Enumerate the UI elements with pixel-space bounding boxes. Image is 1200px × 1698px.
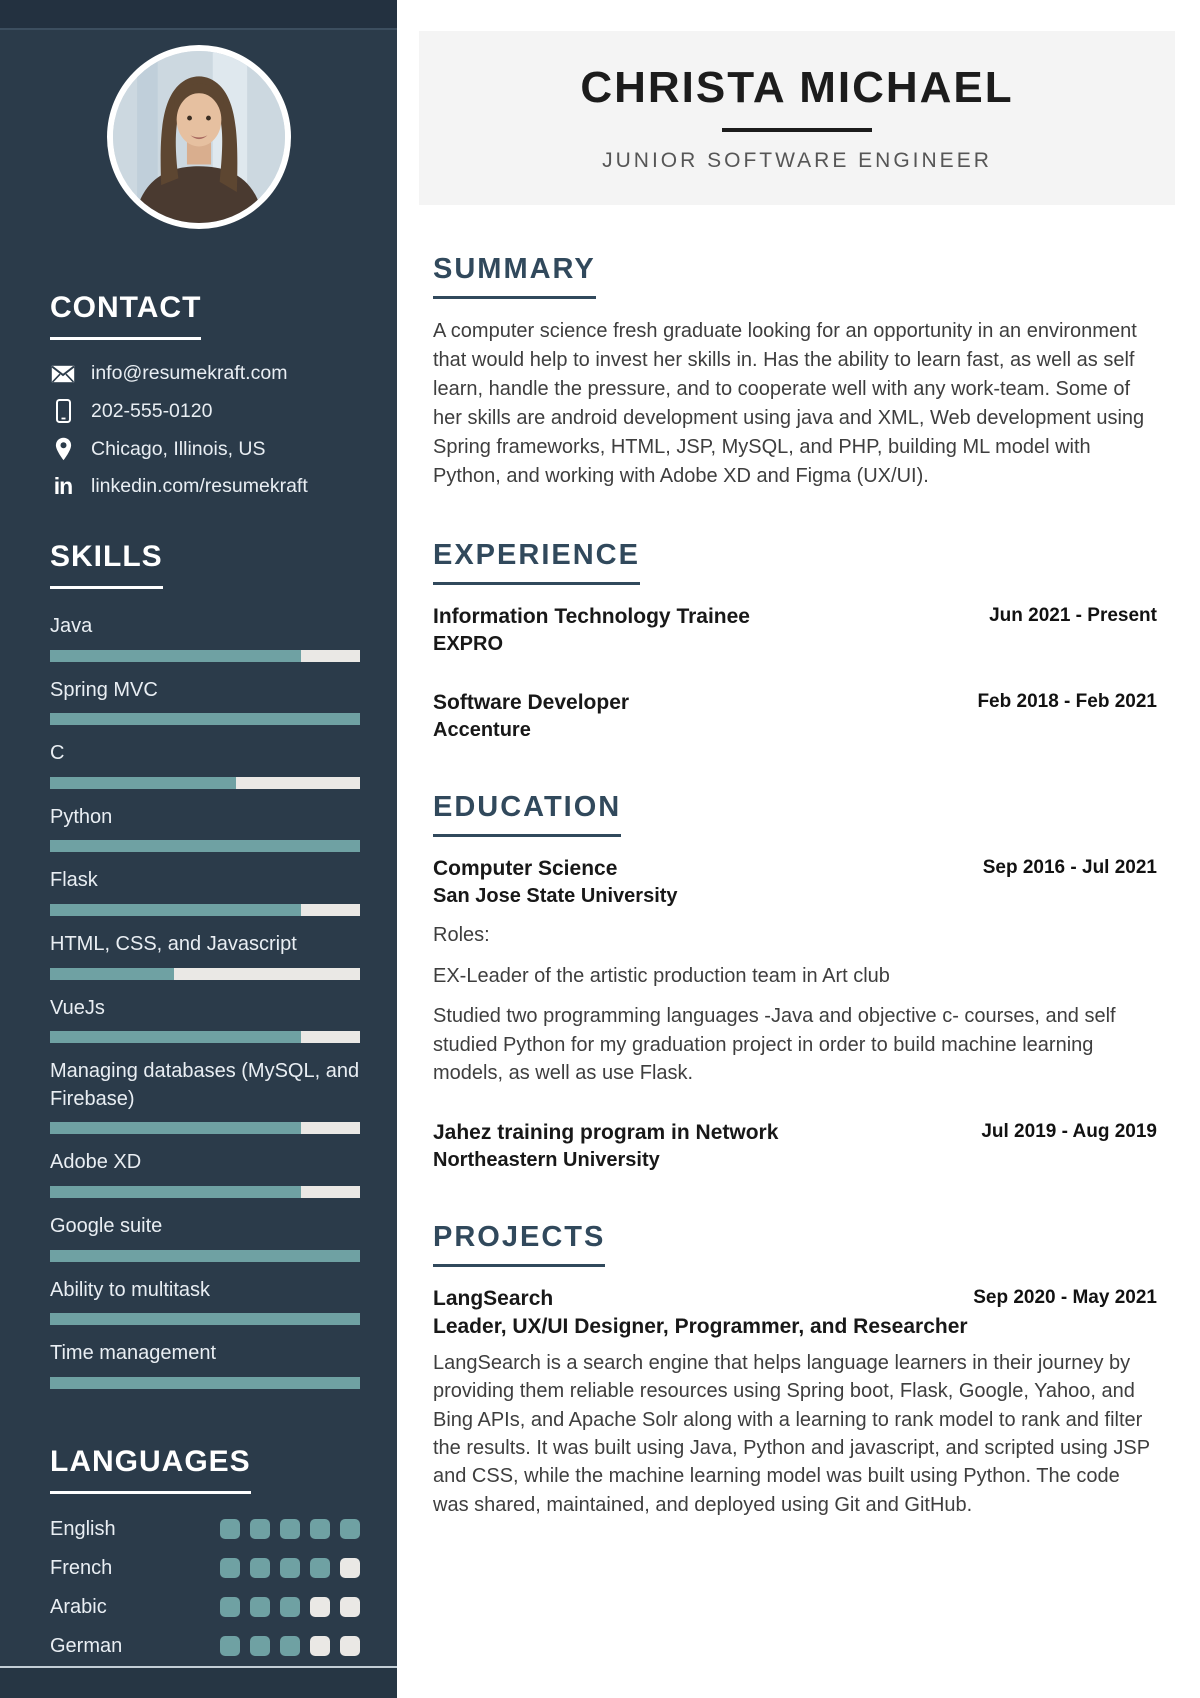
skill-label: C xyxy=(50,742,65,765)
skill-bar-fill xyxy=(50,1122,301,1134)
language-row xyxy=(50,1596,360,1619)
skill-item xyxy=(50,740,360,789)
education-heading: EDUCATION xyxy=(433,791,621,837)
projects-section xyxy=(433,1221,1157,1519)
language-level-dots xyxy=(220,1597,360,1617)
skill-item xyxy=(50,1277,360,1326)
contact-text: linkedin.com/resumekraft xyxy=(91,475,308,497)
education-section xyxy=(433,791,1157,1173)
language-label: French xyxy=(50,1556,113,1579)
sidebar-footer-band xyxy=(0,1666,397,1698)
skill-bar-fill xyxy=(50,713,360,725)
education-list xyxy=(433,855,1157,1173)
contact-item xyxy=(50,399,360,423)
level-dot xyxy=(310,1519,330,1539)
degree-title: Jahez training program in Network xyxy=(433,1121,779,1145)
level-dot xyxy=(220,1597,240,1617)
entry-titles xyxy=(433,855,678,909)
entry-organization: Accenture xyxy=(433,718,531,741)
skill-bar-fill xyxy=(50,1313,360,1325)
contact-section xyxy=(50,291,360,498)
location-icon xyxy=(50,437,76,461)
experience-list xyxy=(433,603,1157,743)
job-title: Software Developer xyxy=(433,691,630,715)
language-level-dots xyxy=(220,1636,360,1656)
language-label: Arabic xyxy=(50,1595,107,1618)
skill-bar-fill xyxy=(50,904,301,916)
degree-title: Computer Science xyxy=(433,857,618,881)
experience-heading: EXPERIENCE xyxy=(433,539,640,585)
skill-item xyxy=(50,867,360,916)
entry-dates: Sep 2016 - Jul 2021 xyxy=(982,857,1157,879)
entry-titles xyxy=(433,603,750,657)
entry-header-row xyxy=(433,1119,1157,1173)
entry-header-row xyxy=(433,1285,1157,1340)
skill-item xyxy=(50,931,360,980)
skill-item xyxy=(50,995,360,1044)
project-title: LangSearch xyxy=(433,1287,554,1311)
language-level-dots xyxy=(220,1519,360,1539)
skill-item xyxy=(50,804,360,853)
skill-bar-track xyxy=(50,1122,360,1134)
entry-dates: Feb 2018 - Feb 2021 xyxy=(977,691,1157,713)
skill-bar-fill xyxy=(50,650,301,662)
education-entry xyxy=(433,855,1157,1087)
name-divider xyxy=(722,128,872,132)
projects-heading: PROJECTS xyxy=(433,1221,605,1267)
sidebar-top-band xyxy=(0,0,397,30)
level-dot xyxy=(340,1636,360,1656)
entry-dates: Jun 2021 - Present xyxy=(989,605,1157,626)
contact-text: 202-555-0120 xyxy=(91,399,213,422)
contact-item xyxy=(50,475,360,498)
project-list xyxy=(433,1285,1157,1519)
header-box xyxy=(419,31,1175,205)
profile-photo-frame xyxy=(107,45,291,229)
language-row xyxy=(50,1635,360,1658)
skill-bar-track xyxy=(50,904,360,916)
person-name: CHRISTA MICHAEL xyxy=(580,63,1014,112)
skill-list xyxy=(50,613,360,1389)
skill-bar-track xyxy=(50,650,360,662)
project-role: Leader, UX/UI Designer, Programmer, and Researcher xyxy=(433,1315,968,1339)
phone-icon xyxy=(50,399,76,423)
skill-item xyxy=(50,677,360,726)
level-dot xyxy=(310,1558,330,1578)
level-dot xyxy=(340,1597,360,1617)
language-label: English xyxy=(50,1517,116,1540)
summary-heading: SUMMARY xyxy=(433,253,596,299)
level-dot xyxy=(280,1597,300,1617)
languages-section xyxy=(50,1445,360,1658)
entry-dates: Sep 2020 - May 2021 xyxy=(973,1287,1157,1309)
entry-organization: San Jose State University xyxy=(433,884,678,907)
project-entry xyxy=(433,1285,1157,1519)
skill-bar-track xyxy=(50,1313,360,1325)
skill-bar-track xyxy=(50,1250,360,1262)
skill-item xyxy=(50,1213,360,1262)
skill-label: Python xyxy=(50,805,113,828)
summary-section xyxy=(433,253,1157,491)
skill-label: Java xyxy=(50,615,93,637)
education-detail: Studied two programming languages -Java and objective c- courses, and self studied Python for my graduation project in order to build machine learning models, as well as use Flask. xyxy=(433,1005,1116,1084)
skill-label: Managing databases (MySQL, and Firebase) xyxy=(50,1060,360,1110)
skill-bar-track xyxy=(50,713,360,725)
skill-label: Time management xyxy=(50,1342,216,1365)
skill-bar-fill xyxy=(50,1031,301,1043)
entry-header-row xyxy=(433,603,1157,657)
entry-header-row xyxy=(433,855,1157,909)
entry-organization: Northeastern University xyxy=(433,1149,660,1171)
skill-bar-track xyxy=(50,840,360,852)
linkedin-icon: in xyxy=(53,473,73,499)
skill-bar-fill xyxy=(50,1250,360,1262)
contact-item xyxy=(50,362,360,385)
experience-section xyxy=(433,539,1157,743)
sidebar xyxy=(0,0,397,1698)
entry-dates: Jul 2019 - Aug 2019 xyxy=(981,1121,1157,1143)
profile-photo-placeholder xyxy=(113,51,285,223)
contact-text: Chicago, Illinois, US xyxy=(91,437,266,460)
level-dot xyxy=(280,1558,300,1578)
level-dot xyxy=(250,1519,270,1539)
skill-label: Spring MVC xyxy=(50,678,158,701)
education-entry xyxy=(433,1119,1157,1173)
entry-titles xyxy=(433,689,629,743)
level-dot xyxy=(340,1519,360,1539)
skill-label: HTML, CSS, and Javascript xyxy=(50,932,297,955)
level-dot xyxy=(340,1558,360,1578)
language-level-dots xyxy=(220,1558,360,1578)
skill-bar-track xyxy=(50,1031,360,1043)
skill-item xyxy=(50,1058,360,1134)
skills-section xyxy=(50,540,360,1389)
language-list xyxy=(50,1518,360,1658)
level-dot xyxy=(220,1519,240,1539)
job-title: Information Technology Trainee xyxy=(433,605,750,628)
level-dot xyxy=(250,1558,270,1578)
level-dot xyxy=(220,1636,240,1656)
skill-bar-track xyxy=(50,1186,360,1198)
skill-bar-track xyxy=(50,777,360,789)
contact-list xyxy=(50,362,360,498)
level-dot xyxy=(280,1636,300,1656)
languages-heading: LANGUAGES xyxy=(50,1445,251,1494)
skill-item xyxy=(50,1340,360,1389)
skill-item xyxy=(50,1149,360,1198)
level-dot xyxy=(310,1597,330,1617)
level-dot xyxy=(220,1558,240,1578)
contact-item xyxy=(50,437,360,461)
skill-item xyxy=(50,613,360,662)
profile-photo xyxy=(113,51,285,223)
education-detail: Roles: xyxy=(433,924,490,947)
skill-bar-fill xyxy=(50,840,360,852)
language-label: German xyxy=(50,1634,123,1657)
level-dot xyxy=(280,1519,300,1539)
skill-bar-fill xyxy=(50,968,174,980)
entry-titles xyxy=(433,1285,968,1340)
language-row xyxy=(50,1557,360,1580)
skill-label: VueJs xyxy=(50,996,105,1019)
skill-label: Flask xyxy=(50,869,98,892)
education-detail: EX-Leader of the artistic production team in Art club xyxy=(433,964,890,987)
skills-heading: SKILLS xyxy=(50,540,163,589)
level-dot xyxy=(310,1636,330,1656)
skill-bar-fill xyxy=(50,1377,360,1389)
project-description: LangSearch is a search engine that helps language learners in their journey by providing them reliable resources using Spring boot, Flask, Google, Yahoo, and Bing APIs, and Apache Solr along with a learning to rank model to rank and filter the results. It was built using Java, Python and javascript, and scripted using JSP and CSS, while the machine learning model was built using Python. The code was shared, maintained, and deployed using Git and GitHub. xyxy=(433,1351,1150,1516)
entry-titles xyxy=(433,1119,778,1173)
language-row xyxy=(50,1518,360,1541)
skill-label: Google suite xyxy=(50,1214,163,1237)
email-icon xyxy=(50,365,76,383)
skill-label: Adobe XD xyxy=(50,1151,142,1174)
skill-bar-track xyxy=(50,968,360,980)
main-column xyxy=(397,0,1200,1698)
skill-bar-fill xyxy=(50,777,236,789)
experience-entry xyxy=(433,603,1157,657)
experience-entry xyxy=(433,689,1157,743)
summary-text: A computer science fresh graduate looking for an opportunity in an environment that would help to invest her skills in. Has the ability to learn fast, as well as self learn, handle the pressure, and to cooperate well with any work-team. Some of her skills are android development using java and XML, Web development using Spring frameworks, HTML, JSP, MySQL, and PHP, building ML model with Python, and working with Adobe XD and Figma (UX/UI). xyxy=(433,320,1145,487)
level-dot xyxy=(250,1597,270,1617)
person-job-title: JUNIOR SOFTWARE ENGINEER xyxy=(602,149,992,172)
entry-header-row xyxy=(433,689,1157,743)
entry-organization: EXPRO xyxy=(433,632,504,655)
level-dot xyxy=(250,1636,270,1656)
skill-bar-fill xyxy=(50,1186,301,1198)
contact-heading: CONTACT xyxy=(50,291,201,340)
skill-bar-track xyxy=(50,1377,360,1389)
contact-text: info@resumekraft.com xyxy=(91,362,288,384)
skill-label: Ability to multitask xyxy=(50,1278,211,1301)
